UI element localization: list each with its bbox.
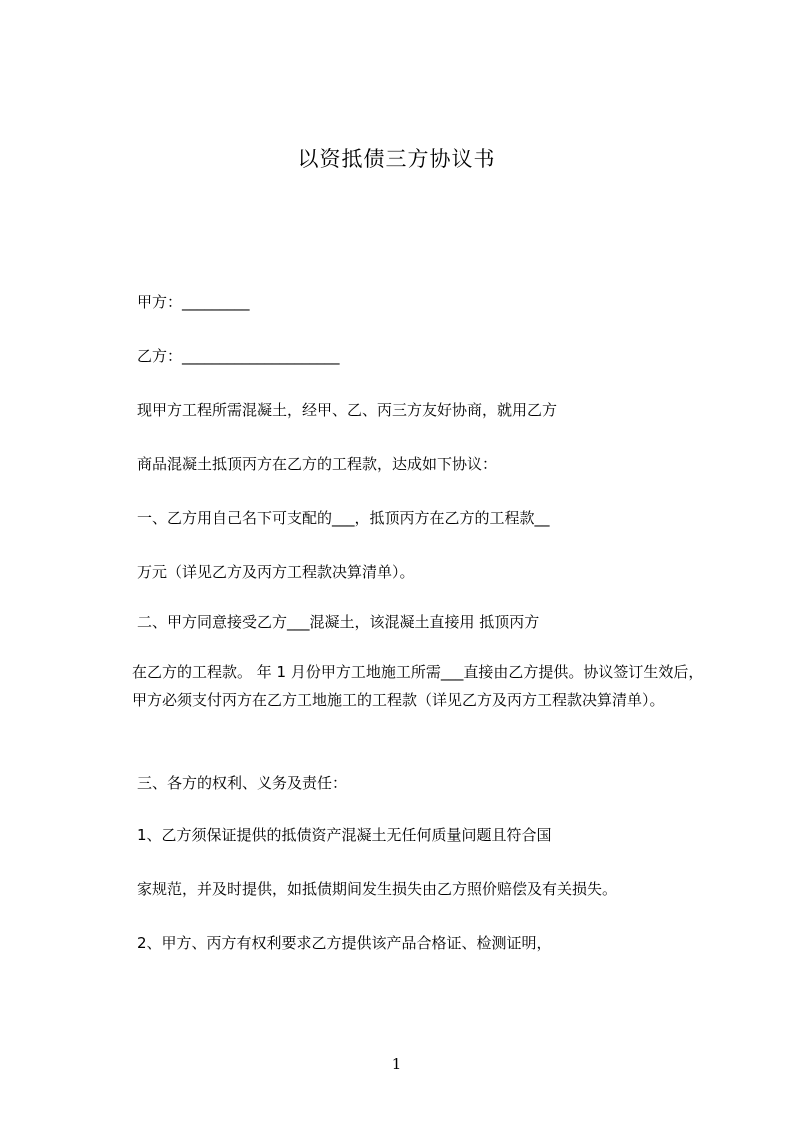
document-title: 以资抵债三方协议书	[297, 147, 496, 171]
item-1-line-2: 家规范，并及时提供，如抵债期间发生损失由乙方照价赔偿及有关损失。	[137, 880, 618, 898]
party-a-line: 甲方：_________	[137, 293, 250, 311]
intro-line-2: 商品混凝土抵顶丙方在乙方的工程款，达成如下协议：	[137, 455, 498, 473]
clause-3-heading: 三、各方的权利、义务及责任：	[137, 774, 348, 792]
clause-2-line-1: 二、甲方同意接受乙方___混凝土，该混凝土直接用 抵顶丙方	[137, 613, 540, 631]
clause-1-line-2: 万元（详见乙方及丙方工程款决算清单）。	[137, 563, 415, 581]
clause-1-line-1: 一、乙方用自己名下可支配的___，抵顶丙方在乙方的工程款__	[137, 509, 550, 527]
clause-2-paragraph: 在乙方的工程款。 年 1 月份甲方工地施工所需___直接由乙方提供。协议签订生效后，甲方必须支付丙方在乙方工地施工的工程款（详见乙方及丙方工程款决算清单）。	[132, 663, 704, 709]
item-2-line-1: 2、甲方、丙方有权利要求乙方提供该产品合格证、检测证明，	[137, 934, 552, 952]
intro-line-1: 现甲方工程所需混凝土，经甲、乙、丙三方友好协商，就用乙方	[137, 401, 558, 419]
item-1-line-1: 1、乙方须保证提供的抵债资产混凝土无任何质量问题且符合国	[137, 826, 552, 844]
page-number: 1	[391, 1055, 402, 1073]
party-b-line: 乙方：_____________________	[137, 347, 340, 365]
